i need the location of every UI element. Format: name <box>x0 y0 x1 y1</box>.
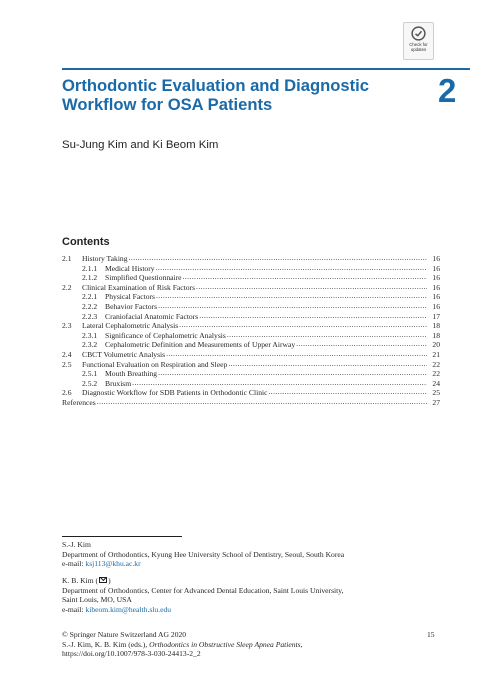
toc-entry-page: 16 <box>432 292 440 302</box>
toc-entry-title: Bruxism <box>105 378 132 388</box>
toc-dot-leader <box>132 378 427 388</box>
toc-entry-number: 2.5 <box>62 359 72 369</box>
toc-entry-title: Lateral Cephalometric Analysis <box>82 321 179 331</box>
toc-entry-page: 21 <box>432 349 440 359</box>
toc-entry-number: 2.3.2 <box>82 340 98 350</box>
envelope-icon <box>99 577 107 583</box>
toc-dot-leader <box>158 301 427 311</box>
email-link[interactable]: kibeom.kim@health.slu.edu <box>85 604 172 614</box>
toc-entry-title: Functional Evaluation on Respiration and Sleep <box>82 359 228 369</box>
toc-entry-page: 16 <box>432 254 440 263</box>
toc-dot-leader <box>196 282 427 292</box>
toc-entry-number: 2.1.2 <box>82 273 98 283</box>
citation-prefix: S.-J. Kim, K. B. Kim (eds.), <box>62 639 150 649</box>
toc-entry-page: 18 <box>432 321 440 331</box>
toc-dot-leader <box>269 387 428 397</box>
toc-entry-title: Behavior Factors <box>105 301 158 311</box>
toc-entry-title: Medical History <box>105 263 155 273</box>
chapter-header-rule <box>62 68 470 70</box>
toc-entry-number: 2.4 <box>62 349 72 359</box>
chapter-title <box>62 76 402 114</box>
doi-link[interactable]: https://doi.org/10.1007/978-3-030-24413-2_2 <box>62 649 201 659</box>
toc-dot-leader <box>179 320 427 330</box>
page-footer <box>62 630 440 659</box>
citation-book-title: Orthodontics in Obstructive Sleep Apnea Patients <box>149 639 301 649</box>
table-of-contents <box>62 254 440 408</box>
toc-dot-leader <box>166 349 427 359</box>
toc-entry-page: 22 <box>432 369 440 379</box>
toc-entry-page: 22 <box>432 359 440 369</box>
affiliation-kim-sj <box>62 540 442 569</box>
toc-entry[interactable] <box>62 398 440 408</box>
check-for-updates-label: Check for updates <box>409 42 428 52</box>
copyright-line: © Springer Nature Switzerland AG 2020 <box>62 630 187 639</box>
affiliation-kim-kb <box>62 576 442 614</box>
toc-entry-number: 2.6 <box>62 388 72 398</box>
toc-entry-title: Clinical Examination of Risk Factors <box>82 282 196 292</box>
check-for-updates-icon <box>411 26 426 41</box>
toc-entry-title: CBCT Volumetric Analysis <box>82 349 166 359</box>
affiliation-email-line <box>62 559 442 569</box>
toc-dot-leader <box>183 272 427 282</box>
chapter-title-line-1: Orthodontic Evaluation and Diagnostic <box>62 76 370 95</box>
toc-dot-leader <box>227 330 427 340</box>
email-prefix: e-mail: <box>62 559 86 569</box>
toc-dot-leader <box>129 253 427 263</box>
toc-dot-leader <box>156 263 427 273</box>
toc-entry-title: Physical Factors <box>105 292 155 302</box>
toc-dot-leader <box>199 311 427 321</box>
toc-entry-page: 20 <box>432 340 440 350</box>
toc-entry-page: 18 <box>432 330 440 340</box>
toc-entry-number: 2.5.2 <box>82 378 98 388</box>
check-for-updates-badge[interactable] <box>403 22 434 60</box>
toc-entry-number: 2.1.1 <box>82 263 98 273</box>
toc-entry-title: Cephalometric Definition and Measurements of Upper Airway <box>105 340 296 350</box>
citation-suffix: , <box>300 639 303 649</box>
email-link[interactable]: ksj113@khu.ac.kr <box>85 559 141 569</box>
affiliation-location: Saint Louis, MO, USA <box>62 595 132 605</box>
chapter-title-line-2: Workflow for OSA Patients <box>62 95 273 114</box>
toc-entry-title: References <box>62 397 96 407</box>
chapter-authors: Su-Jung Kim and Ki Beom Kim <box>62 139 219 151</box>
toc-entry-page: 17 <box>432 311 440 321</box>
toc-entry-title: Simplified Questionnaire <box>105 273 182 283</box>
email-prefix: e-mail: <box>62 604 86 614</box>
affiliation-email-line <box>62 605 442 615</box>
toc-dot-leader <box>158 368 427 378</box>
toc-entry-number: 2.5.1 <box>82 369 98 379</box>
toc-entry-title: History Taking <box>82 254 128 263</box>
toc-entry-page: 16 <box>432 263 440 273</box>
toc-entry-title: Mouth Breathing <box>105 369 158 379</box>
toc-entry-page: 16 <box>432 273 440 283</box>
toc-entry-page: 27 <box>432 397 440 407</box>
toc-dot-leader <box>228 359 427 369</box>
affiliation-department: Department of Orthodontics, Kyung Hee University School of Dentistry, Seoul, South Korea <box>62 549 345 559</box>
toc-entry-number: 2.3.1 <box>82 330 98 340</box>
toc-entry-page: 16 <box>432 301 440 311</box>
page-number: 15 <box>427 630 435 639</box>
toc-dot-leader <box>156 291 427 301</box>
toc-entry-title: Craniofacial Anatomic Factors <box>105 311 199 321</box>
affiliation-name: S.-J. Kim <box>62 540 91 549</box>
toc-entry-number: 2.2.2 <box>82 301 98 311</box>
toc-entry-number: 2.2.1 <box>82 292 98 302</box>
contents-heading: Contents <box>62 236 110 248</box>
toc-entry-number: 2.2 <box>62 282 72 292</box>
toc-entry-title: Diagnostic Workflow for SDB Patients in Orthodontic Clinic <box>82 388 268 398</box>
toc-entry-number: 2.1 <box>62 254 72 263</box>
toc-entry-number: 2.2.3 <box>82 311 98 321</box>
affiliation-name: K. B. Kim <box>62 576 94 585</box>
toc-entry-page: 24 <box>432 378 440 388</box>
chapter-number: 2 <box>438 72 457 109</box>
toc-entry-page: 25 <box>432 388 440 398</box>
affiliation-department: Department of Orthodontics, Center for Advanced Dental Education, Saint Louis University, <box>62 585 344 595</box>
toc-entry-title: Significance of Cephalometric Analysis <box>105 330 226 340</box>
toc-dot-leader <box>296 339 427 349</box>
toc-entry-number: 2.3 <box>62 321 72 331</box>
citation-line <box>62 640 440 650</box>
toc-entry-page: 16 <box>432 282 440 292</box>
footnote-rule <box>62 536 182 537</box>
toc-dot-leader <box>97 397 427 407</box>
affiliation-name-line: K. B. Kim ( ) <box>62 576 111 585</box>
